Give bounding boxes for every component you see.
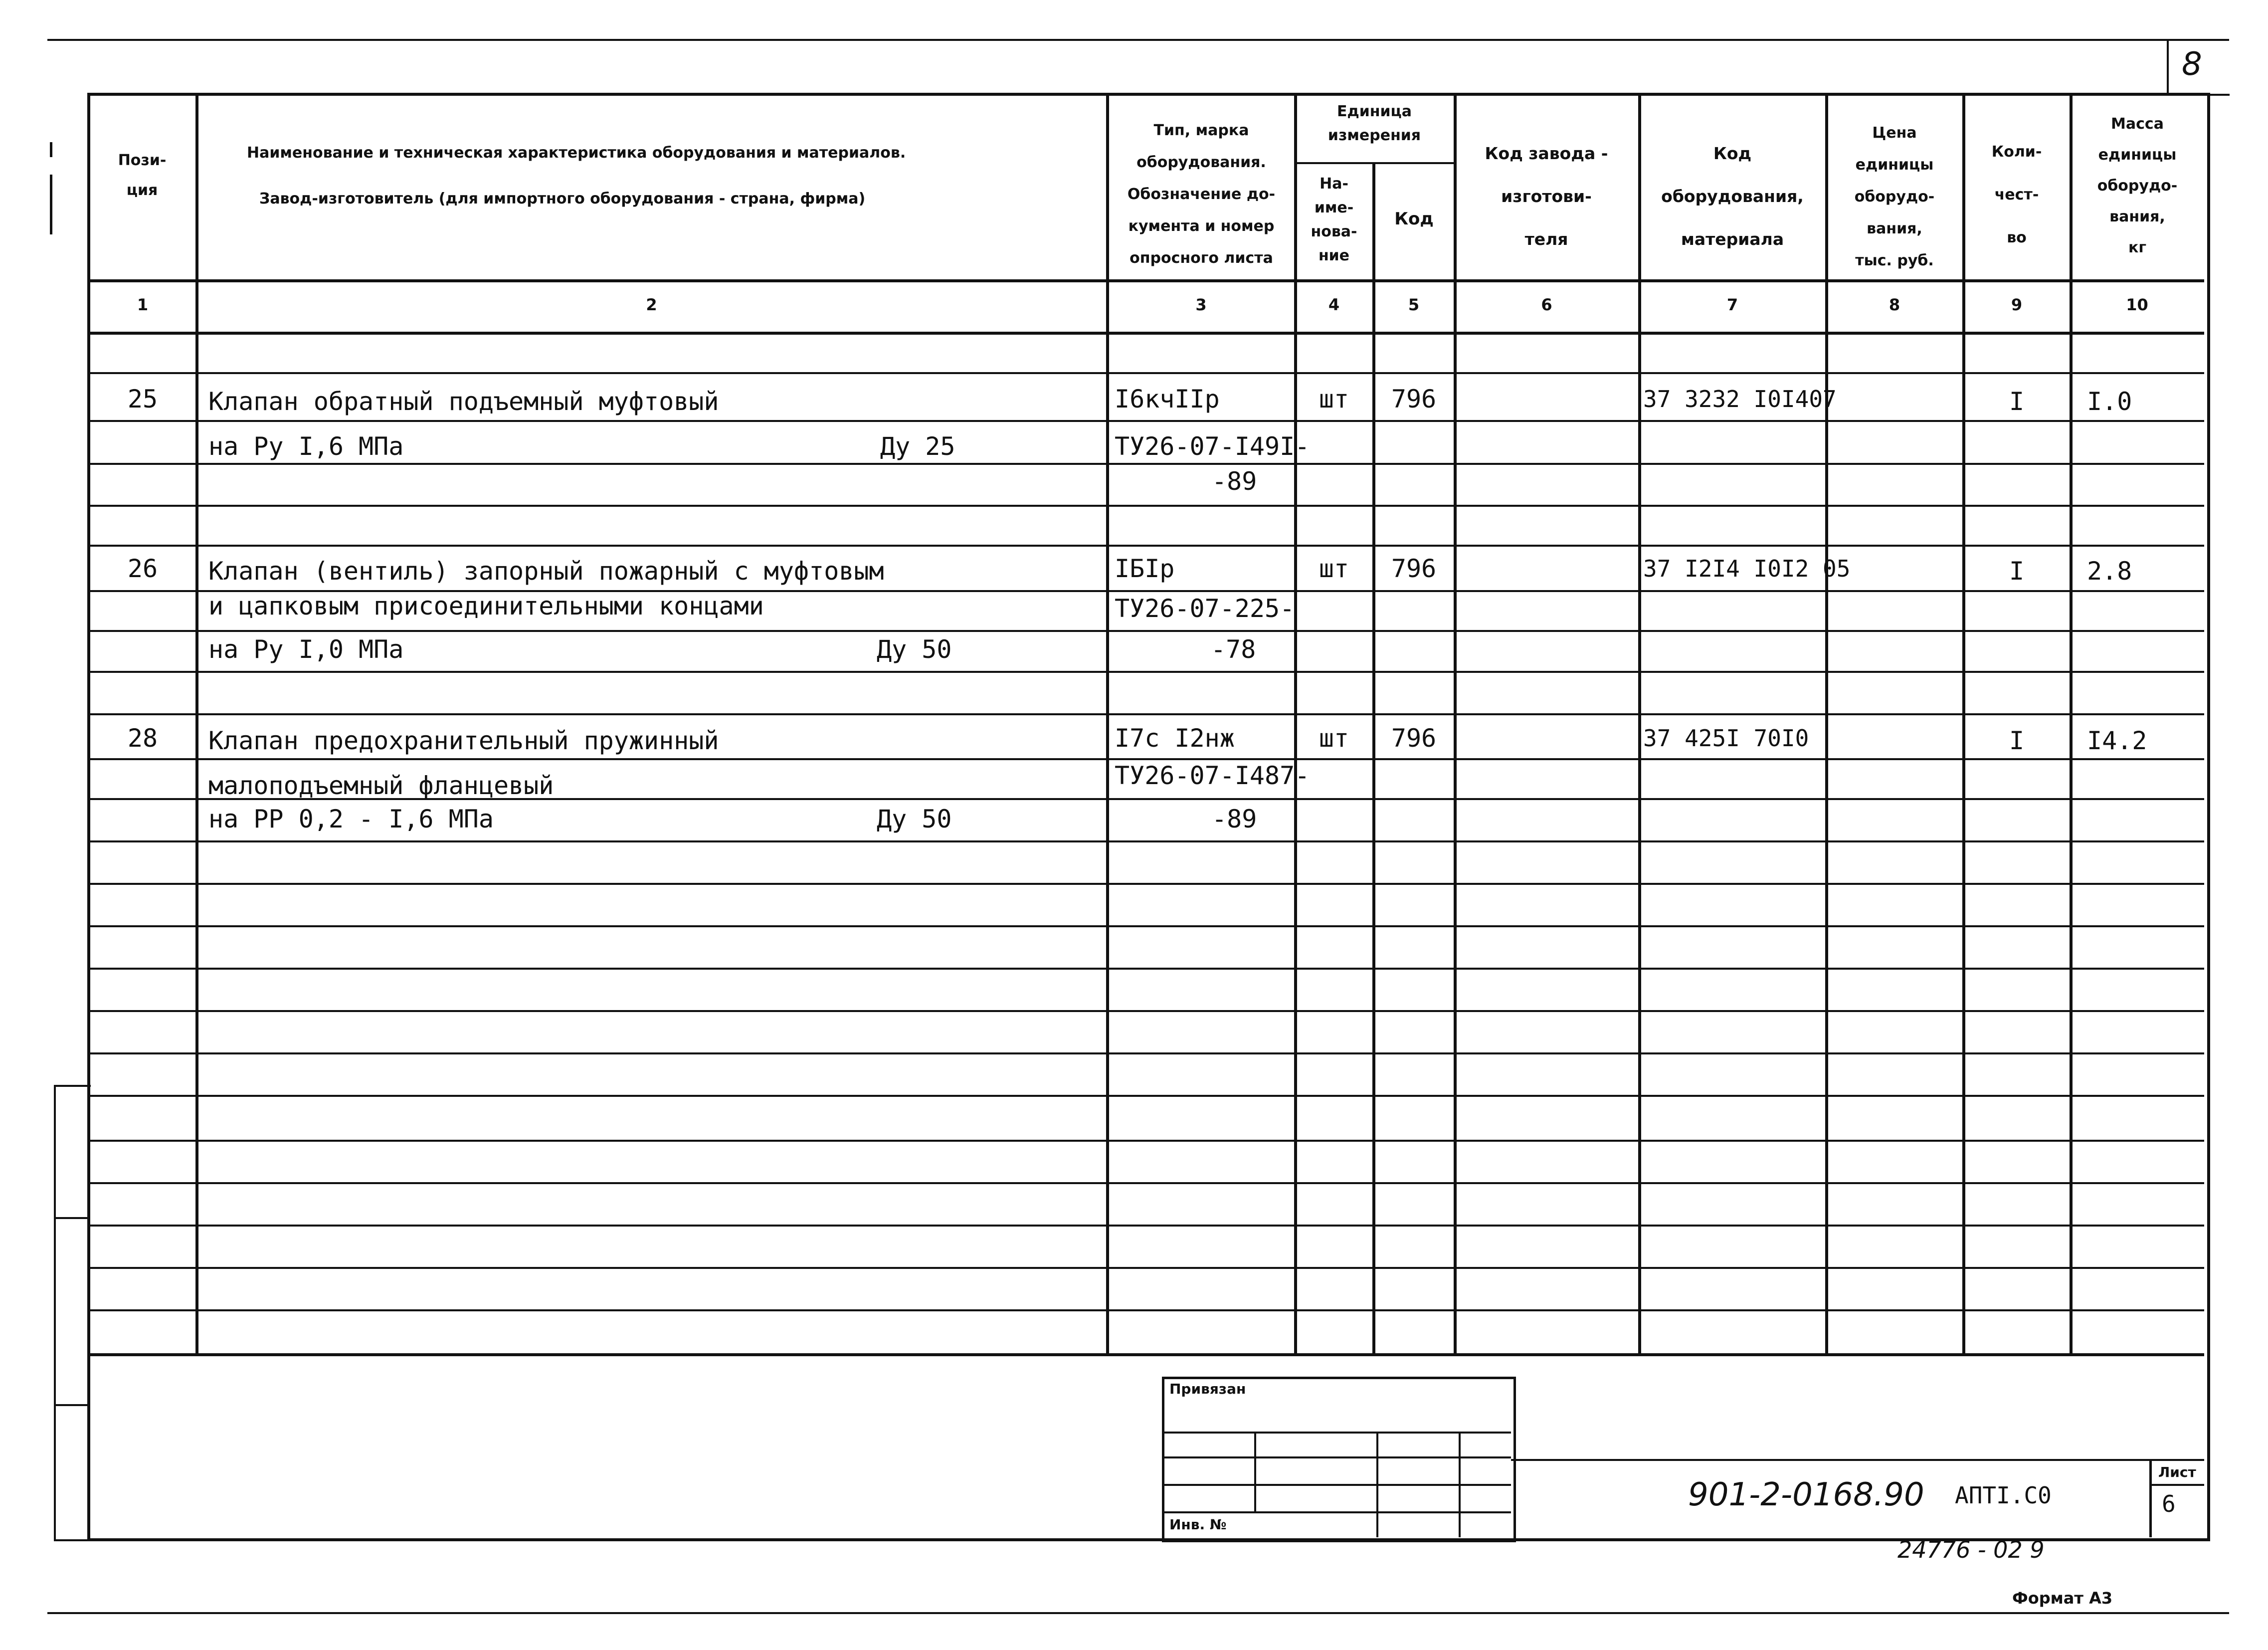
item-type-line: -78	[1211, 635, 1256, 664]
table-row-line	[89, 883, 2204, 885]
bottom-border-line	[47, 1612, 2229, 1614]
item-mass: 2.8	[2087, 557, 2132, 586]
column-number-bottom-line	[89, 332, 2204, 335]
column-number: 9	[2011, 295, 2023, 314]
col-divider	[1106, 93, 1109, 1355]
column-number: 8	[1889, 295, 1900, 314]
column-number: 10	[2126, 295, 2148, 314]
table-row-line	[89, 1267, 2204, 1269]
table-row-line	[89, 1095, 2204, 1097]
item-type-line: I6кчIIр	[1115, 385, 1220, 413]
header-unit-code: Код	[1394, 209, 1434, 229]
sheet-format: Формат А3	[2012, 1589, 2113, 1608]
document-number: 901-2-0168.90	[1688, 1476, 1924, 1513]
item-unit-name: шт	[1319, 554, 1349, 583]
sheet-box-line	[2149, 1484, 2204, 1486]
header-unit-group: Единица измерения	[1327, 103, 1421, 144]
table-row-line	[89, 463, 2204, 465]
header-factory-code: Код завода - изготови- теля	[1485, 144, 1608, 249]
column-number: 3	[1195, 295, 1207, 314]
header-unit-name: На- име- нова- ние	[1311, 175, 1357, 264]
col-divider	[1454, 93, 1457, 1355]
item-position: 25	[127, 385, 158, 413]
table-row-line	[89, 1010, 2204, 1012]
linked-label: Привязан	[1169, 1381, 1246, 1397]
col-divider	[1825, 93, 1828, 1355]
header-type: Тип, марка оборудования. Обозначение до- кумента и номер опросного листа	[1127, 122, 1276, 267]
document-code: АПТI.С0	[1955, 1482, 2052, 1509]
sheet-number: 6	[2162, 1490, 2176, 1517]
item-du: Ду 50	[877, 805, 952, 833]
item-unit-code: 796	[1391, 724, 1437, 753]
item-quantity: I	[2009, 387, 2025, 416]
column-number: 5	[1408, 295, 1420, 314]
header-equipment-code: Код оборудования, материала	[1661, 144, 1804, 249]
item-name-line: Клапан предохранительный пружинный	[208, 726, 719, 755]
table-row-line	[89, 630, 2204, 632]
item-name-line: Клапан (вентиль) запорный пожарный с муфтовым	[208, 557, 884, 586]
table-row-line	[89, 1052, 2204, 1054]
linked-stamp-col	[1459, 1432, 1461, 1537]
inventory-label: Инв. №	[1169, 1516, 1227, 1533]
table-row-line	[89, 1225, 2204, 1227]
item-equipment-code: 37 3232 I0I407	[1643, 386, 1837, 412]
table-row-line	[89, 840, 2204, 842]
col-divider	[1638, 93, 1641, 1355]
table-rows-bottom-line	[89, 1353, 2204, 1356]
item-type-line: ТУ26-07-I49I-	[1115, 432, 1310, 461]
item-mass: I4.2	[2087, 726, 2147, 755]
table-row-line	[89, 1309, 2204, 1311]
item-unit-name: шт	[1319, 385, 1349, 413]
table-row-line	[89, 505, 2204, 507]
column-number: 7	[1726, 295, 1738, 314]
item-type-line: I7с I2нж	[1115, 724, 1235, 753]
header-quantity: Коли- чест- во	[1991, 143, 2042, 246]
table-row-line	[89, 758, 2204, 760]
top-border-line	[47, 39, 2229, 41]
left-stamp-divider	[54, 1404, 89, 1406]
table-row-line	[89, 968, 2204, 970]
col-divider	[195, 93, 198, 1355]
header-mass: Масса единицы оборудо- вания, кг	[2097, 115, 2178, 256]
item-type-line: ТУ26-07-I487-	[1115, 761, 1310, 790]
table-row-line	[89, 420, 2204, 422]
table-row-line	[89, 1140, 2204, 1142]
left-stamp-column	[54, 1085, 91, 1541]
left-stamp-divider	[54, 1217, 89, 1219]
table-row-line	[89, 372, 2204, 374]
left-margin-tick	[50, 142, 52, 157]
item-position: 26	[127, 554, 158, 583]
item-unit-code: 796	[1391, 385, 1437, 413]
item-type-line: -89	[1212, 467, 1257, 496]
item-type-line: IБIр	[1115, 554, 1175, 583]
item-type-line: ТУ26-07-225-	[1115, 594, 1295, 623]
column-number: 2	[646, 295, 657, 314]
item-equipment-code: 37 I2I4 I0I2 05	[1643, 555, 1851, 582]
item-name-line: Клапан обратный подъемный муфтовый	[208, 387, 719, 416]
item-position: 28	[127, 724, 158, 753]
item-du: Ду 50	[877, 635, 952, 664]
table-row-line	[89, 1182, 2204, 1184]
item-quantity: I	[2009, 557, 2025, 586]
item-unit-name: шт	[1319, 724, 1349, 753]
item-type-line: -89	[1212, 805, 1257, 833]
header-name-line2: Завод-изготовитель (для импортного оборудования - страна, фирма)	[259, 190, 866, 207]
column-number: 1	[137, 295, 149, 314]
item-equipment-code: 37 425I 70I0	[1643, 725, 1809, 752]
inventory-number: 24776 - 02 9	[1897, 1536, 2045, 1563]
linked-stamp-col	[1376, 1432, 1378, 1537]
item-name-line: и цапковым присоединительными концами	[208, 592, 764, 620]
item-name-line: на Ру I,6 МПа	[208, 432, 404, 461]
col-divider	[1962, 93, 1965, 1355]
header-position: Пози- ция	[118, 152, 167, 199]
item-name-line: на РР 0,2 - I,6 МПа	[208, 805, 494, 833]
item-quantity: I	[2009, 726, 2025, 755]
table-row-line	[89, 671, 2204, 673]
item-du: Ду 25	[880, 432, 955, 461]
table-row-line	[89, 925, 2204, 927]
linked-stamp-col	[1254, 1432, 1256, 1511]
header-price: Цена единицы оборудо- вания, тыс. руб.	[1854, 124, 1935, 269]
table-row-line	[89, 713, 2204, 715]
item-mass: I.0	[2087, 387, 2132, 416]
doc-title-line	[1511, 1459, 2204, 1461]
header-bottom-line	[89, 279, 2204, 282]
item-unit-code: 796	[1391, 554, 1437, 583]
column-number: 6	[1541, 295, 1552, 314]
col-divider	[2070, 93, 2073, 1355]
column-number: 4	[1328, 295, 1340, 314]
left-margin-tick	[50, 175, 52, 234]
sheet-label: Лист	[2158, 1464, 2196, 1480]
item-name-line: малоподъемный фланцевый	[208, 771, 554, 800]
item-name-line: на Ру I,0 МПа	[208, 635, 404, 664]
header-name-line1: Наименование и техническая характеристика оборудования и материалов.	[247, 144, 906, 162]
table-row-line	[89, 545, 2204, 547]
page-mark: 8	[2182, 46, 2202, 83]
